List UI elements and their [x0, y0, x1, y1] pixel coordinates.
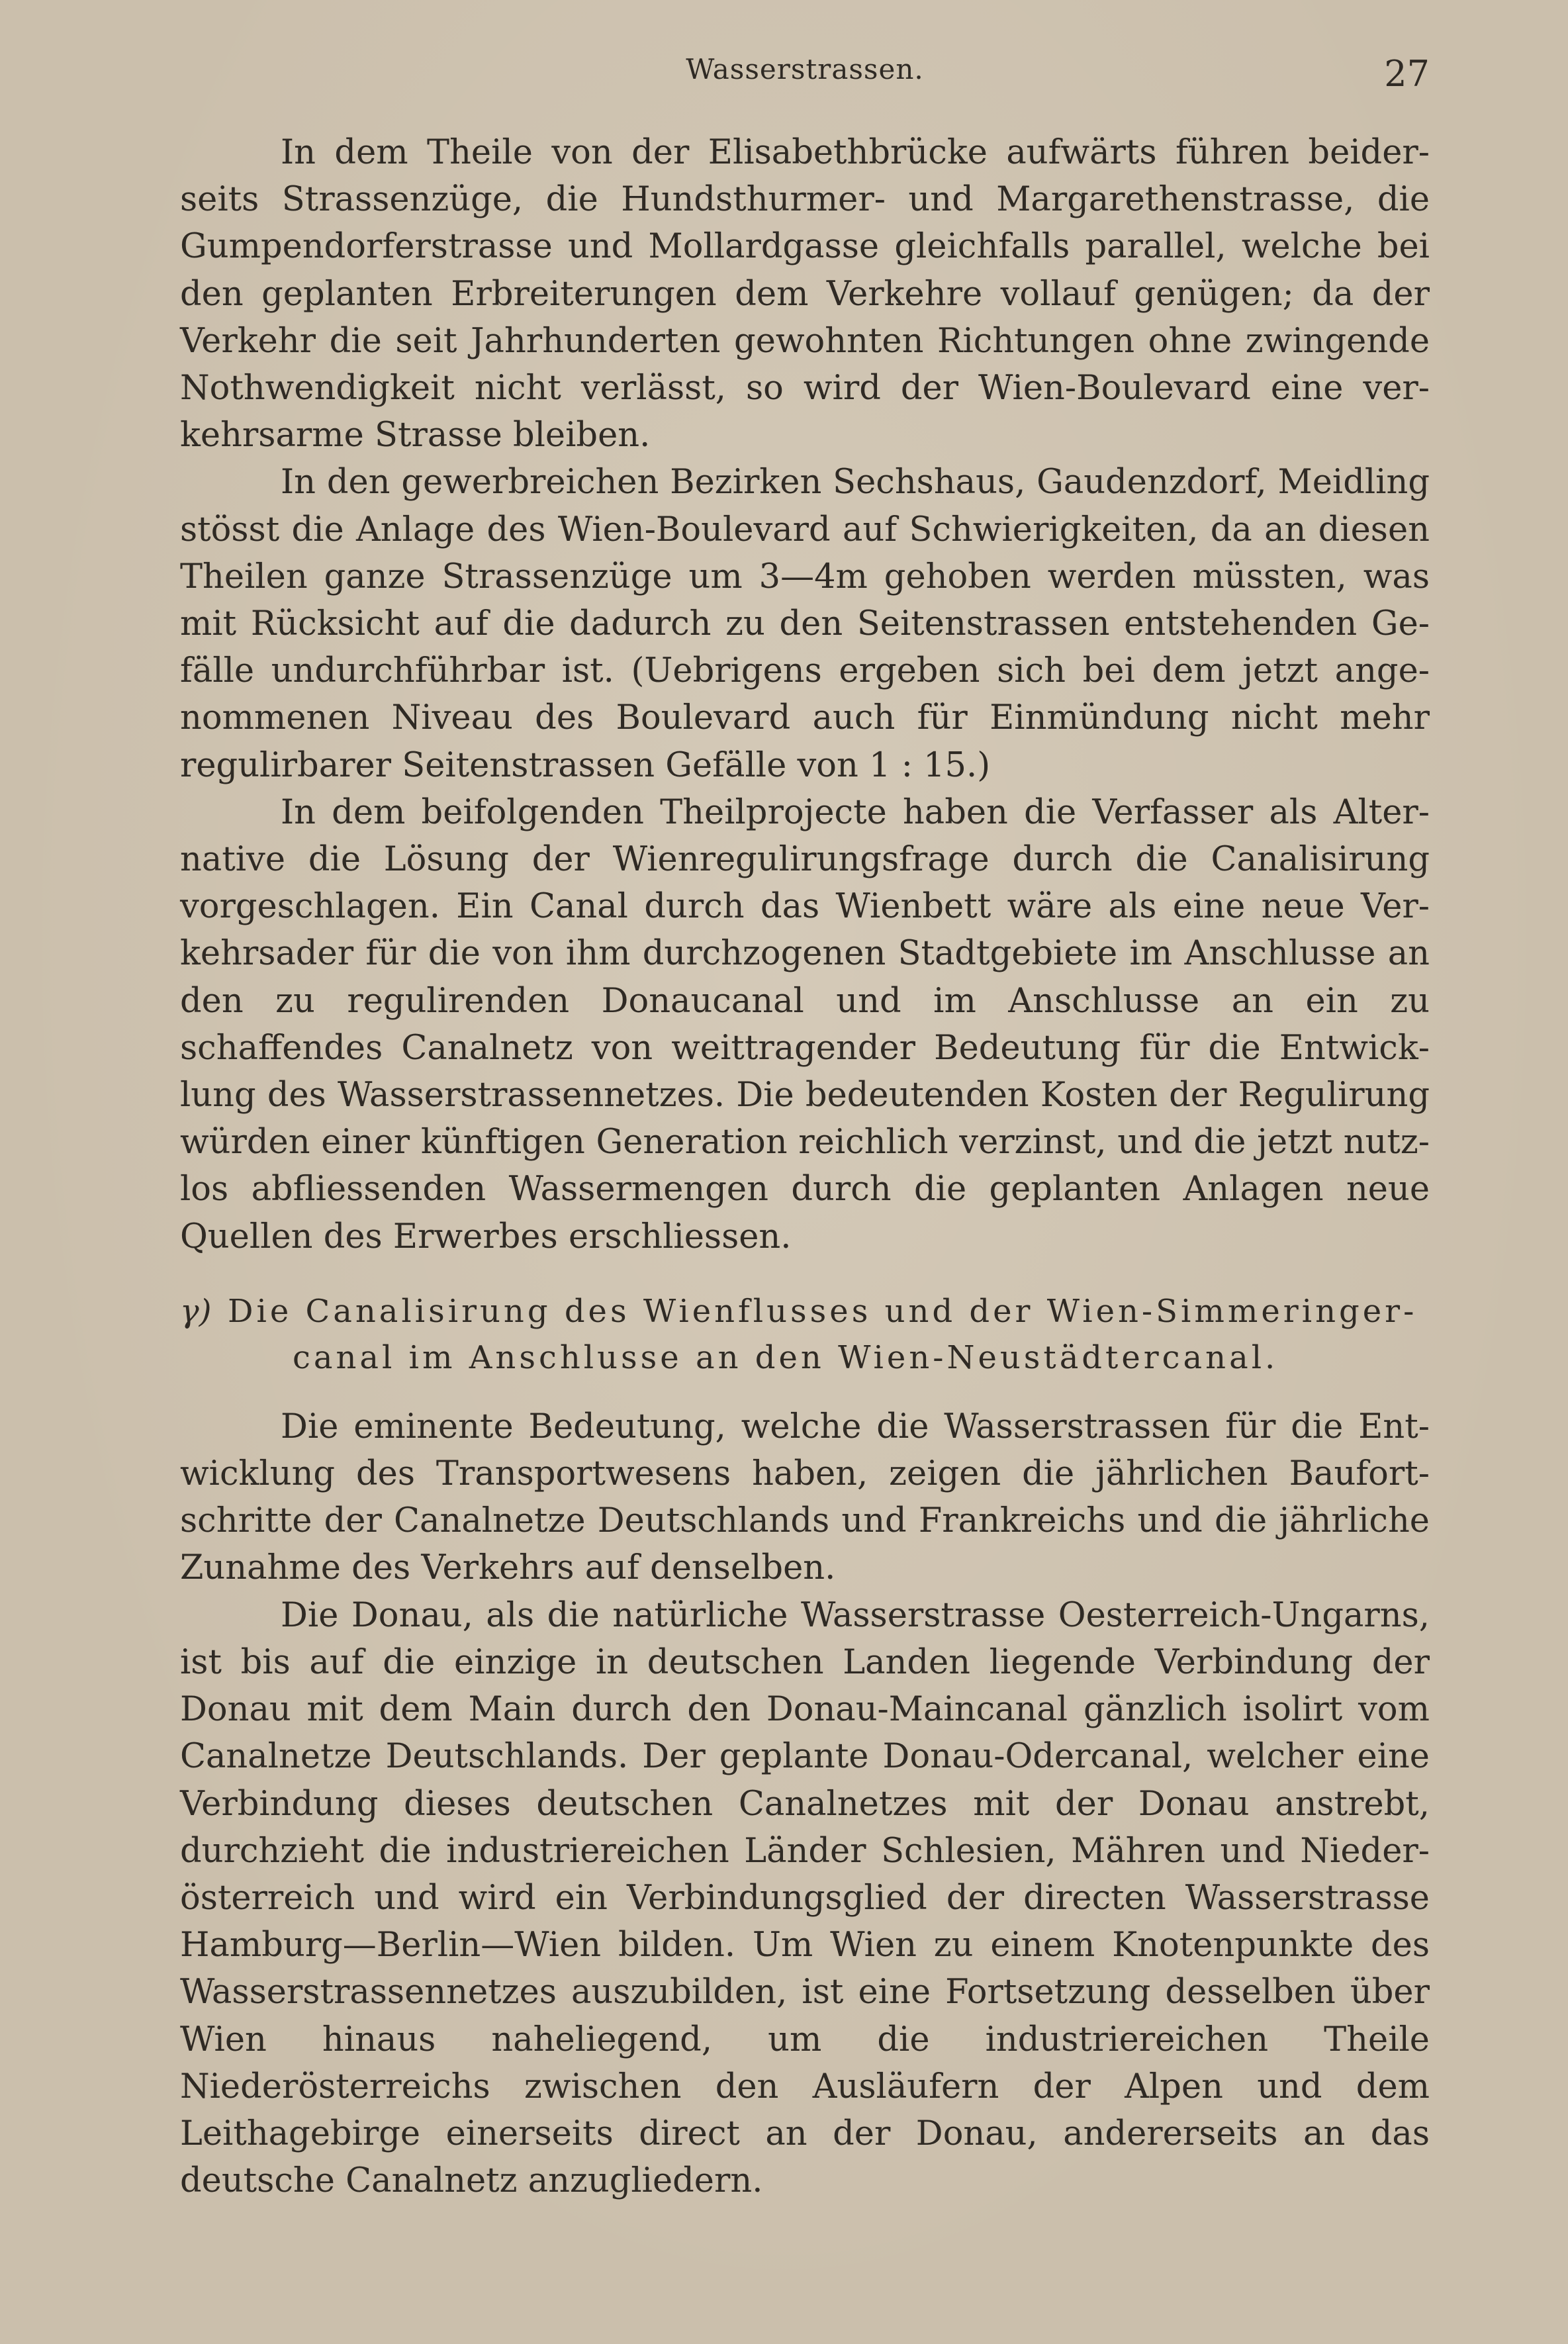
paragraph-3: In dem beifolgenden Theilprojecte haben die Verfasser als Alternative die Lösung der Wienregulirungsfrage durch die Canalisirung vorgeschlagen. Ein Canal durch das Wienbett wäre als eine neue Verkehrsader für die von ihm durchzogenen Stadtgebiete im Anschlusse an den zu regulirenden Donaucanal und im Anschlusse an ein zu schaffendes Canalnetz von weittragender Bedeutung für die Entwicklung des Wasserstrassennetzes. Die bedeutenden Kosten der Regulirung würden einer künftigen Generation reichlich verzinst, und die jetzt nutzlos abfliessenden Wassermengen durch die geplanten Anlagen neue Quellen des Erwerbes erschliessen. — [180, 792, 1430, 1256]
paragraph-2: In den gewerbreichen Bezirken Sechshaus, Gaudenzdorf, Meidling stösst die Anlage des Wien-Boulevard auf Schwierigkeiten, da an diesen Theilen ganze Strassenzüge um 3—4m gehoben werden müssten, was mit Rücksicht auf die dadurch zu den Seitenstrassen entstehenden Gefälle undurchführbar ist. (Uebrigens ergeben sich bei dem jetzt angenommenen Niveau des Boulevard auch für Einmündung nicht mehr regulirbarer Seitenstrassen Gefälle von 1 : 15.) — [180, 463, 1430, 785]
section-heading — [180, 1288, 1430, 1381]
page-header — [180, 53, 1430, 99]
running-head: Wasserstrassen. — [686, 53, 924, 85]
section-marker: γ) — [180, 1292, 212, 1330]
body-text — [180, 129, 1430, 2204]
section-heading-line-1: Die Canalisirung des Wienflusses und der Wien-Simmeringer- — [228, 1292, 1418, 1330]
paragraph-5: Die Donau, als die natürliche Wasserstrasse Oesterreich-Ungarns, ist bis auf die einzige in deutschen Landen liegende Verbindung der Donau mit dem Main durch den Donau-Maincanal gänzlich isolirt vom Canalnetze Deutschlands. Der geplante Donau-Odercanal, welcher eine Verbindung dieses deutschen Canalnetzes mit der Donau anstrebt, durchzieht die industriereichen Länder Schlesien, Mähren und Niederösterreich und wird ein Verbindungsglied der directen Wasserstrasse Hamburg—Berlin—Wien bilden. Um Wien zu einem Knotenpunkte des Wasserstrassennetzes auszubilden, ist eine Fortsetzung desselben über Wien hinaus naheliegend, um die industriereichen Theile Niederösterreichs zwischen den Ausläufern der Alpen und dem Leithagebirge einerseits direct an der Donau, andererseits an das deutsche Canalnetz anzugliedern. — [180, 1595, 1430, 2201]
paragraph-1: In dem Theile von der Elisabethbrücke aufwärts führen beiderseits Strassenzüge, die Hundsthurmer- und Margarethenstrasse, die Gumpendorferstrasse und Mollardgasse gleichfalls parallel, welche bei den geplanten Erbreiterungen dem Verkehre vollauf genügen; da der Verkehr die seit Jahrhunderten gewohnten Richtungen ohne zwingende Nothwendigkeit nicht verlässt, so wird der Wien-Boulevard eine verkehrsarme Strasse bleiben. — [180, 133, 1430, 455]
page-number: 27 — [1384, 53, 1430, 95]
paragraph-4: Die eminente Bedeutung, welche die Wasserstrassen für die Entwicklung des Transportwesens haben, zeigen die jährlichen Baufortschritte der Canalnetze Deutschlands und Frankreichs und die jährliche Zunahme des Verkehrs auf denselben. — [180, 1407, 1430, 1588]
section-heading-line-2: canal im Anschlusse an den Wien-Neustädtercanal. — [293, 1338, 1279, 1376]
